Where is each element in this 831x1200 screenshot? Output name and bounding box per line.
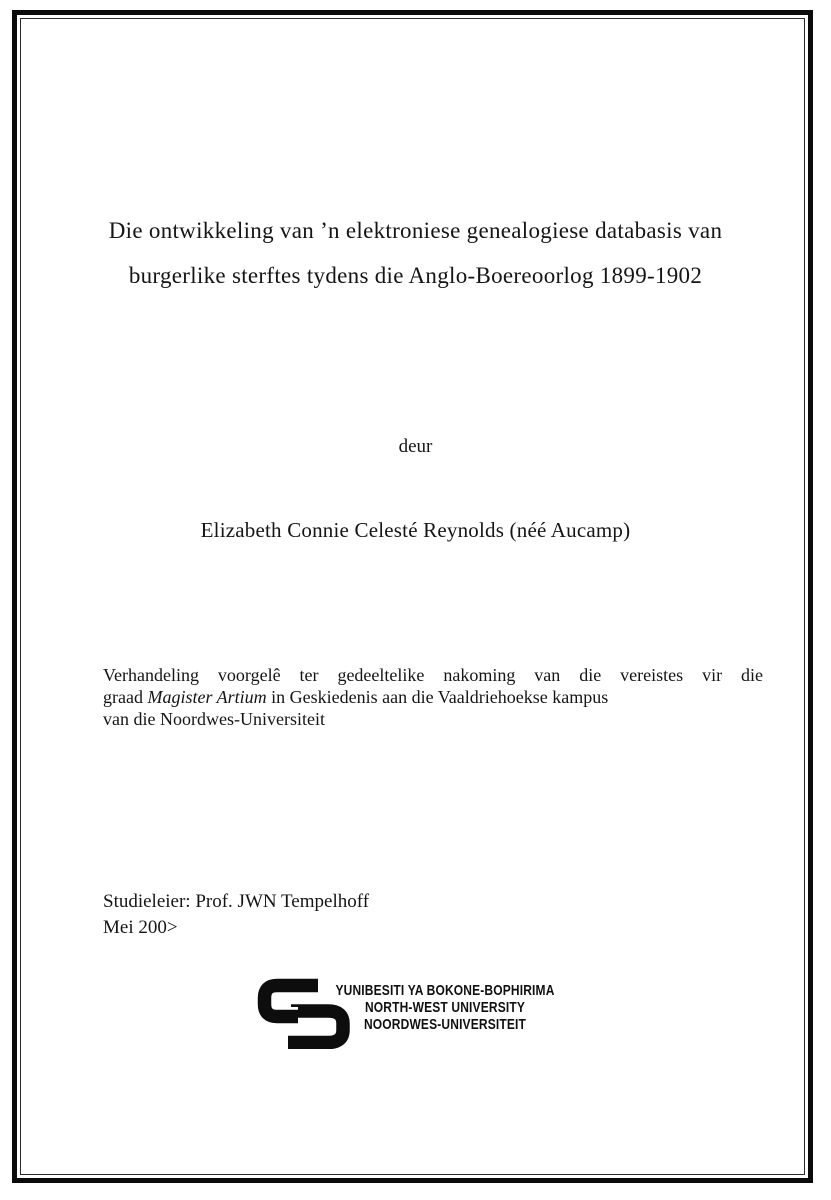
thesis-title-line1: Die ontwikkeling van ’n elektroniese genealogiese databasis van <box>108 218 723 243</box>
degree-statement-line2 <box>103 686 763 708</box>
supervisor-line: Studieleier: Prof. JWN Tempelhoff <box>103 891 370 912</box>
degree-statement-line3: van die Noordwes-Universiteit <box>103 709 325 729</box>
degree-statement <box>103 664 763 730</box>
university-logo <box>257 976 587 1056</box>
supervisor-block <box>103 889 369 941</box>
author-name: Elizabeth Connie Celesté Reynolds (néé Aucamp) <box>200 518 631 542</box>
thesis-title-line2: burgerlike sterftes tydens die Anglo-Boereoorlog 1899-1902 <box>128 263 703 288</box>
university-logo-text <box>315 982 575 1033</box>
logo-text-english: NORTH-WEST UNIVERSITY <box>364 999 526 1016</box>
logo-text-afrikaans: NOORDWES-UNIVERSITEIT <box>363 1016 527 1033</box>
degree-statement-line2-prefix: graad <box>103 687 148 707</box>
degree-name-italic: Magister Artium <box>147 687 267 707</box>
degree-statement-line2-suffix: in Geskiedenis aan die Vaaldriehoekse kampus <box>266 687 609 707</box>
date-line: Mei 200> <box>103 917 178 938</box>
thesis-title <box>60 208 771 298</box>
byline-label: deur <box>398 436 433 457</box>
degree-statement-line1: Verhandeling voorgelê ter gedeeltelike nakoming van die vereistes vir die <box>103 665 763 685</box>
logo-text-setswana: YUNIBESITI YA BOKONE-BOPHIRIMA <box>335 982 555 999</box>
